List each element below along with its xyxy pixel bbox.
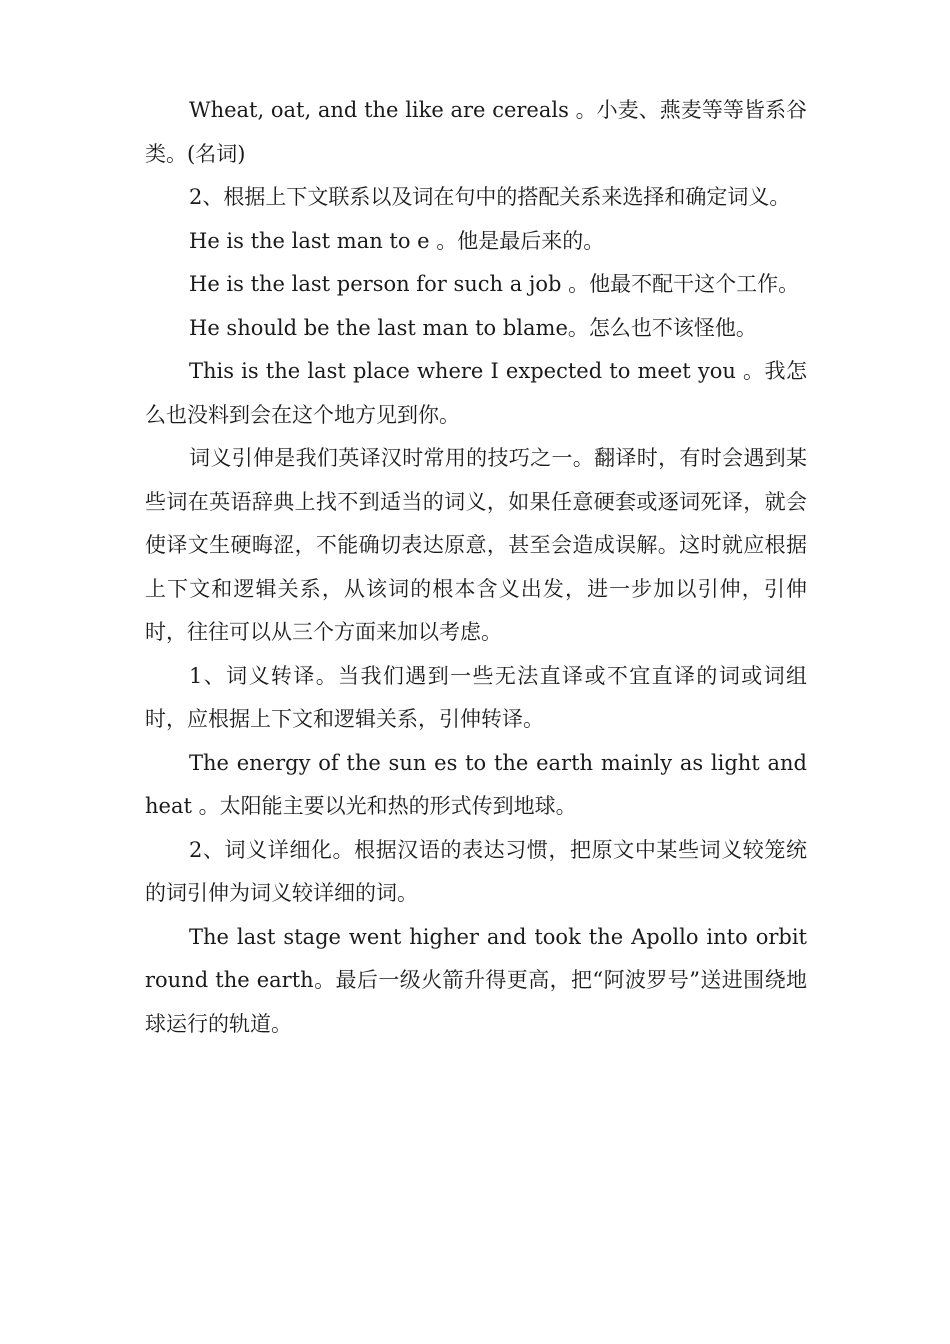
paragraph-rule-transfer: 1、词义转译。当我们遇到一些无法直译或不宜直译的词或词组时，应根据上下文和逻辑关系，引伸转译。 bbox=[145, 663, 807, 731]
paragraph-last-to-blame-example: He should be the last man to blame。怎么也不该怪他。 bbox=[189, 315, 757, 340]
paragraph-rule-concretize: 2、词义详细化。根据汉语的表达习惯，把原文中某些词义较笼统的词引伸为词义较详细的词。 bbox=[145, 837, 807, 905]
paragraph-last-place-example: This is the last place where I expected to meet you 。我怎么也没料到会在这个地方见到你。 bbox=[145, 359, 807, 427]
paragraph-rule-context-collocation: 2、根据上下文联系以及词在句中的搭配关系来选择和确定词义。 bbox=[189, 185, 791, 209]
paragraph-cereals-example: Wheat, oat, and the like are cereals 。小麦、燕麦等等皆系谷类。(名词) bbox=[145, 98, 807, 166]
paragraph-apollo-example: The last stage went higher and took the Apollo into orbit round the earth。最后一级火箭升得更高，把“阿波罗号”送进围绕地球运行的轨道。 bbox=[145, 924, 807, 1036]
paragraph-extension-intro: 词义引伸是我们英译汉时常用的技巧之一。翻译时，有时会遇到某些词在英语辞典上找不到适当的词义，如果任意硬套或逐词死译，就会使译文生硬晦涩，不能确切表达原意，甚至会造成误解。这时就应根据上下文和逻辑关系，从该词的根本含义出发，进一步加以引伸，引伸时，往往可以从三个方面来加以考虑。 bbox=[145, 446, 807, 644]
paragraph-sun-energy-example: The energy of the sun es to the earth mainly as light and heat 。太阳能主要以光和热的形式传到地球。 bbox=[145, 750, 807, 818]
document-body bbox=[145, 89, 807, 1046]
paragraph-last-person-example: He is the last person for such a job 。他最不配干这个工作。 bbox=[189, 272, 800, 296]
paragraph-last-man-example: He is the last man to e 。他是最后来的。 bbox=[189, 228, 605, 253]
